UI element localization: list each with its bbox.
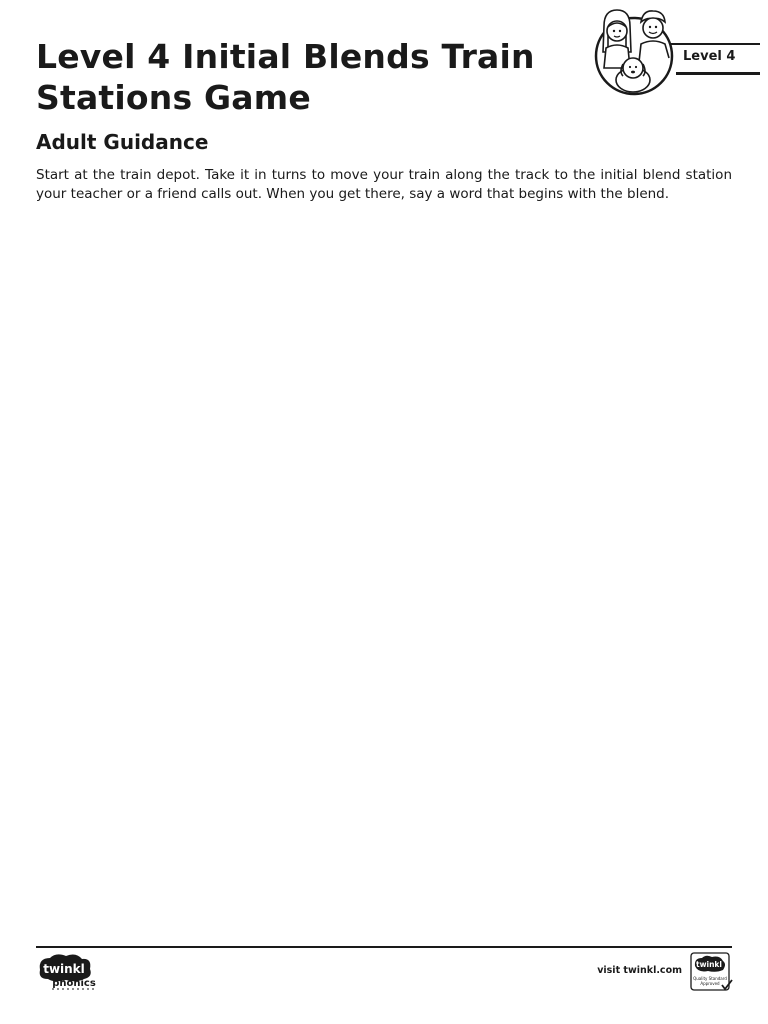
- footer-url: visit twinkl.com: [597, 965, 682, 976]
- logo-text-bottom: phonics: [52, 978, 96, 989]
- stamp-text-line-1: Quality Standard: [693, 976, 727, 981]
- footer-divider: [36, 946, 732, 948]
- instructions-text: Start at the train depot. Take it in turns to move your train along the track to the initial blend station your teacher or a friend calls out. When you get there, say a word that begins with the blend.: [36, 167, 732, 202]
- stamp-text-line-2: Approved: [700, 981, 720, 986]
- brand-logo: [36, 952, 100, 992]
- character-illustration-icon: [592, 6, 678, 98]
- logo-text-top: twinkl: [43, 962, 85, 976]
- quality-standard-badge: [690, 952, 734, 992]
- badge-top-rule: [670, 43, 760, 45]
- title-line-2: Stations Game: [36, 78, 311, 117]
- badge-bottom-rule: [676, 72, 760, 75]
- level-label: Level 4: [683, 49, 736, 64]
- level-badge: [592, 6, 768, 98]
- section-heading: Adult Guidance: [36, 130, 209, 154]
- title-line-1: Level 4 Initial Blends Train: [36, 37, 535, 76]
- stamp-brand-text: twinkl: [696, 960, 722, 969]
- page-title: [36, 36, 556, 118]
